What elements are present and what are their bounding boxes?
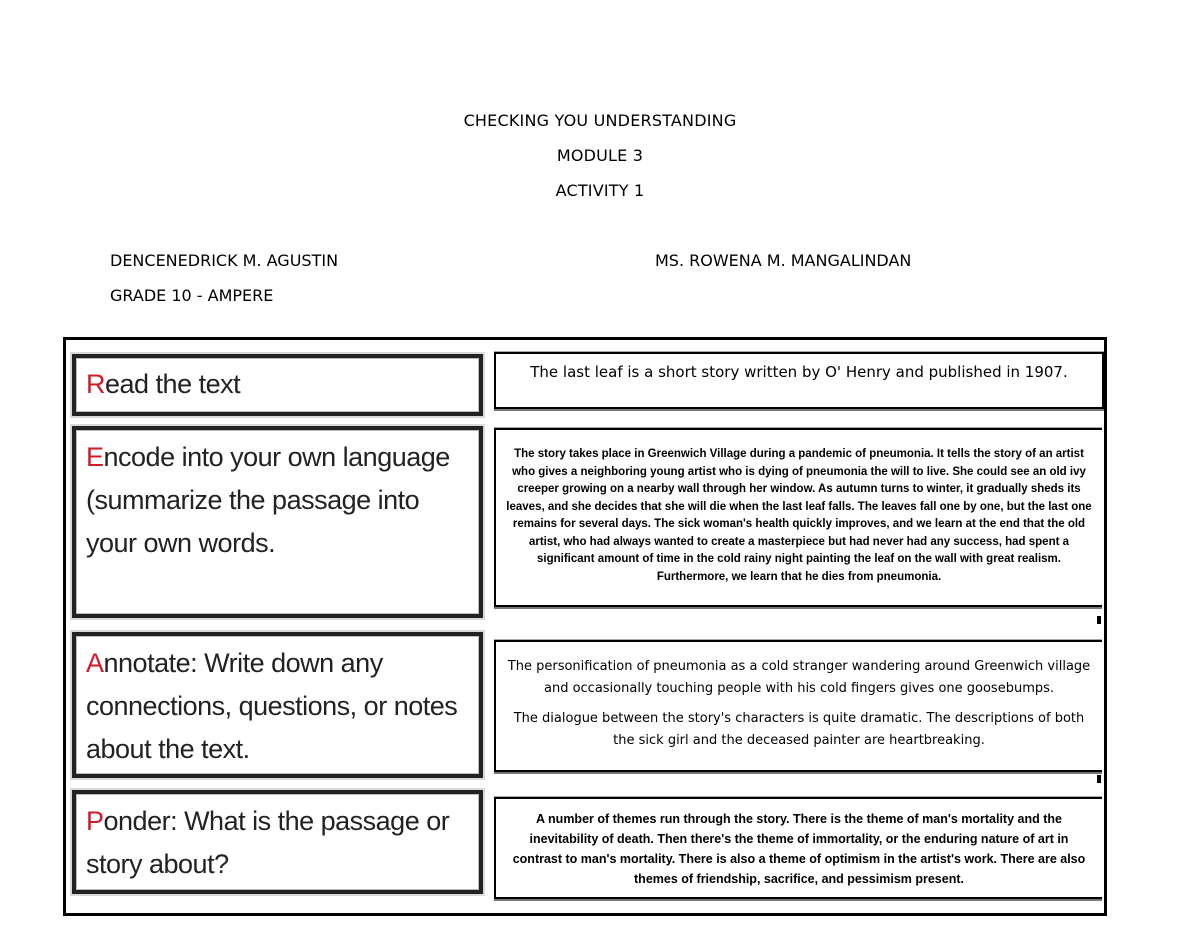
answer-encode-box: [494, 428, 1102, 607]
teacher-name: MS. ROWENA M. MANGALINDAN: [655, 251, 912, 270]
step-label: ead the text: [105, 369, 241, 399]
row-divider-mark: [1097, 775, 1101, 783]
step-label: onder: What is the passage or story about?: [86, 806, 450, 879]
answer-annotate-text-2: The dialogue between the story's characters is quite dramatic. The descriptions of both the sick girl and the deceased painter are heartbreaking.: [513, 711, 1085, 748]
step-label: nnotate: Write down any connections, questions, or notes about the text.: [86, 648, 458, 764]
step-label: ncode into your own language (summarize the passage into your own words.: [86, 442, 450, 558]
student-grade: GRADE 10 - AMPERE: [110, 286, 274, 305]
document-title: CHECKING YOU UNDERSTANDING: [463, 111, 737, 130]
answer-annotate-box: [494, 640, 1102, 772]
answer-read-text: The last leaf is a short story written by O' Henry and published in 1907.: [530, 363, 1068, 381]
answer-ponder-box: [494, 797, 1102, 899]
step-annotate-box: [72, 632, 483, 778]
activity-label: ACTIVITY 1: [555, 181, 645, 200]
answer-read-box: [494, 352, 1104, 409]
answer-ponder-text: A number of themes run through the story. There is the theme of man's mortality and the inevitability of death. Then there's the theme of immortality, or the enduring nature of art in contrast to man's mortality. There is also a theme of optimism in the artist's work. There are also themes of friendship, sacrifice, and pessimism present.: [512, 812, 1086, 886]
step-initial: A: [86, 648, 104, 678]
step-initial: P: [86, 806, 104, 836]
row-divider-mark: [1097, 616, 1101, 624]
module-label: MODULE 3: [556, 146, 644, 165]
student-name: DENCENEDRICK M. AGUSTIN: [110, 251, 339, 270]
answer-encode-text: The story takes place in Greenwich Village during a pandemic of pneumonia. It tells the story of an artist who gives a neighboring young artist who is dying of pneumonia the will to live. She could see an old ivy creeper growing on a nearby wall through her window. As autumn turns to winter, it gradually sheds its leaves, and she decides that she will die when the last leaf falls. The leaves fall one by one, but the last one remains for several days. The sick woman's health quickly improves, and we learn at the end that the old artist, who had always wanted to create a masterpiece but had never had any success, had spent a significant amount of time in the cold rainy night painting the leaf on the wall with great realism. Furthermore, we learn that he dies from pneumonia.: [506, 448, 1092, 583]
answer-annotate-text-1: The personification of pneumonia as a cold stranger wandering around Greenwich village and occasionally touching people with his cold fingers gives one goosebumps.: [507, 659, 1091, 696]
step-initial: E: [86, 442, 104, 472]
step-initial: R: [86, 369, 105, 399]
step-encode-box: [72, 426, 483, 618]
step-ponder-box: [72, 790, 483, 894]
step-read-box: [72, 354, 483, 416]
